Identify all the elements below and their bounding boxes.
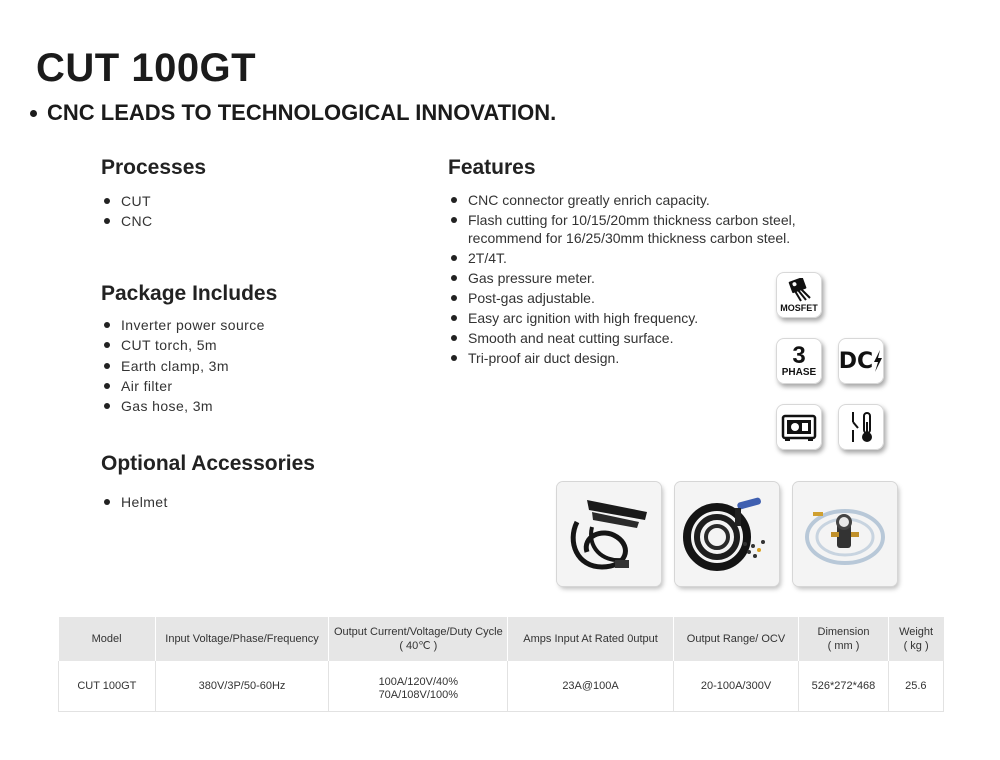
dc-lightning-icon	[839, 349, 883, 374]
list-item: Smooth and neat cutting surface.	[448, 328, 796, 348]
spec-table	[58, 617, 944, 712]
earth-clamp-photo	[557, 482, 661, 586]
list-item: CUT torch, 5m	[101, 335, 265, 355]
bullet-icon	[30, 110, 37, 117]
cell-dimension: 526*272*468	[799, 661, 888, 712]
col-output-line2: ( 40℃ )	[399, 640, 438, 652]
cell-weight: 25.6	[888, 661, 943, 712]
cell-amps: 23A@100A	[508, 661, 673, 712]
lightning-icon	[873, 350, 883, 372]
cell-output-line2: 70A/108V/100%	[378, 689, 459, 701]
optional-list	[101, 492, 168, 512]
list-item: CNC connector greatly enrich capacity.	[448, 190, 796, 210]
list-item: Air filter	[101, 376, 265, 396]
dc-badge	[838, 338, 884, 384]
thermal-protection-icon	[847, 410, 875, 444]
processes-heading: Processes	[101, 156, 207, 179]
list-item-line: Flash cutting for 10/15/20mm thickness carbon steel,	[468, 212, 796, 228]
mosfet-badge	[776, 272, 822, 318]
earth-clamp-icon	[557, 482, 661, 586]
col-range: Output Range/ OCV	[673, 617, 799, 661]
col-weight-line2: ( kg )	[903, 640, 929, 652]
cell-range: 20-100A/300V	[673, 661, 799, 712]
features-list	[448, 190, 796, 368]
table-row	[59, 661, 944, 712]
phase-label: PHASE	[781, 366, 817, 378]
cell-model: CUT 100GT	[59, 661, 156, 712]
phase-number: 3	[792, 341, 806, 369]
col-dimension-line1: Dimension	[817, 626, 870, 638]
processes-list	[101, 191, 153, 232]
col-weight-line1: Weight	[899, 626, 934, 638]
air-filter-icon	[793, 482, 897, 586]
list-item: Post-gas adjustable.	[448, 288, 796, 308]
tagline	[30, 100, 556, 126]
list-item: Gas pressure meter.	[448, 268, 796, 288]
list-item: Earth clamp, 3m	[101, 356, 265, 376]
col-output	[329, 617, 508, 661]
list-item: Tri-proof air duct design.	[448, 348, 796, 368]
optional-heading: Optional Accessories	[101, 452, 315, 475]
generator-badge	[776, 404, 822, 450]
dc-label: DC	[838, 348, 874, 374]
col-dimension	[799, 617, 888, 661]
list-item: 2T/4T.	[448, 248, 796, 268]
package-heading: Package Includes	[101, 282, 278, 305]
cut-torch-icon	[675, 482, 779, 586]
generator-icon	[781, 412, 817, 442]
table-header-row	[59, 617, 944, 661]
list-item	[448, 210, 796, 248]
cut-torch-photo	[675, 482, 779, 586]
cell-output-line1: 100A/120V/40%	[378, 676, 459, 688]
package-list	[101, 315, 265, 416]
features-heading: Features	[448, 156, 536, 179]
mosfet-transistor-icon	[786, 278, 812, 302]
mosfet-label: MOSFET	[780, 302, 818, 313]
thermal-badge	[838, 404, 884, 450]
list-item: CNC	[101, 211, 153, 231]
air-filter-hose-photo	[793, 482, 897, 586]
list-item: Inverter power source	[101, 315, 265, 335]
list-item-line: recommend for 16/25/30mm thickness carbon steel.	[468, 230, 791, 246]
cell-output	[329, 661, 508, 712]
col-input: Input Voltage/Phase/Frequency	[155, 617, 329, 661]
col-weight	[888, 617, 943, 661]
page-title: CUT 100GT	[36, 46, 257, 90]
col-output-line1: Output Current/Voltage/Duty Cycle	[333, 626, 503, 638]
tagline-text: CNC LEADS TO TECHNOLOGICAL INNOVATION.	[47, 100, 557, 125]
cell-input: 380V/3P/50-60Hz	[155, 661, 329, 712]
list-item: Gas hose, 3m	[101, 396, 265, 416]
col-model: Model	[59, 617, 156, 661]
list-item: Easy arc ignition with high frequency.	[448, 308, 796, 328]
col-dimension-line2: ( mm )	[827, 640, 860, 652]
list-item: Helmet	[101, 492, 168, 512]
three-phase-badge	[776, 338, 822, 384]
col-amps: Amps Input At Rated 0utput	[508, 617, 673, 661]
list-item: CUT	[101, 191, 153, 211]
